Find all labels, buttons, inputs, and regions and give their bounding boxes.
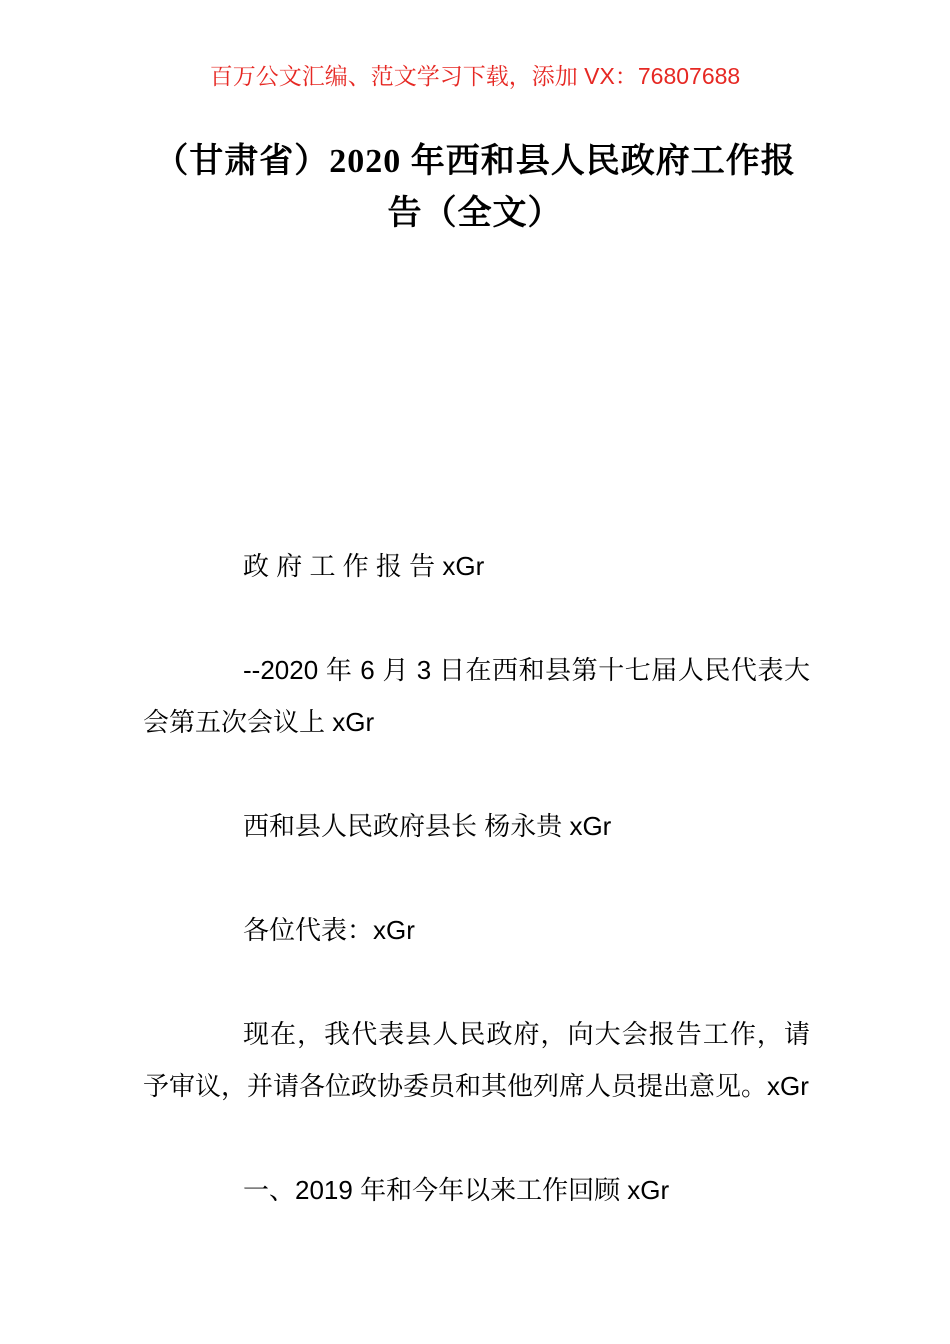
paragraph-section-one-heading: 一、2019 年和今年以来工作回顾 xGr <box>243 1175 670 1205</box>
paragraph-salutation: 各位代表：xGr <box>243 915 415 945</box>
document-body <box>0 540 950 1216</box>
promo-header-note: 百万公文汇编、范文学习下载，添加 VX：76807688 <box>209 63 741 89</box>
paragraph-speaker-line: 西和县人民政府县长 杨永贵 xGr <box>243 811 612 841</box>
paragraph-report-heading: 政 府 工 作 报 告 xGr <box>243 551 485 581</box>
paragraph-meeting-date-line: --2020 年 6 月 3 日在西和县第十七届人民代表大会第五次会议上 xGr <box>143 655 810 737</box>
document-title: （甘肃省）2020 年西和县人民政府工作报告（全文） <box>154 143 796 232</box>
paragraph-introduction: 现在，我代表县人民政府，向大会报告工作，请予审议，并请各位政协委员和其他列席人员提出意见。xGr <box>143 1019 810 1101</box>
